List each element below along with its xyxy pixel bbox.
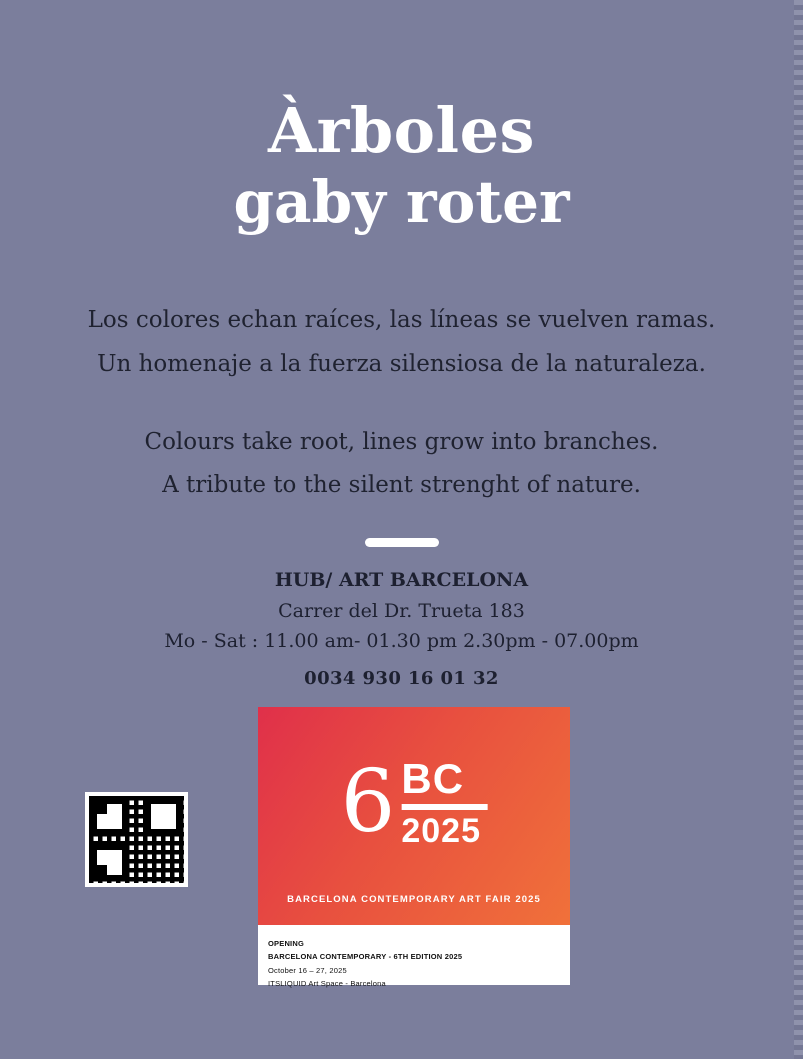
flyer-rule — [401, 804, 487, 810]
qr-code-pattern — [89, 796, 184, 883]
flyer-year: 2025 — [401, 812, 481, 851]
qr-finder-bottom-left — [92, 865, 107, 880]
flyer-logo-stack — [401, 755, 487, 851]
statement-spacer — [88, 387, 716, 421]
media-row — [0, 707, 803, 1027]
flyer-info-title: BARCELONA CONTEMPORARY - 6TH EDITION 2025 — [268, 952, 463, 962]
venue-phone: 0034 930 16 01 32 — [304, 668, 499, 690]
statement-english-line-1: Colours take root, lines grow into branches. — [144, 428, 659, 455]
flyer-info-venue: ITSLIQUID Art Space - Barcelona — [268, 978, 386, 988]
title-artist-name: gaby roter — [233, 168, 570, 237]
venue-name: HUB/ ART BARCELONA — [274, 569, 529, 592]
flyer-info-dates: October 16 – 27, 2025 — [268, 965, 347, 975]
qr-code-icon[interactable] — [85, 792, 188, 887]
venue-hours: Mo - Sat : 11.00 am- 01.30 pm 2.30pm - 07.00pm — [164, 629, 639, 652]
artist-statement — [88, 299, 716, 508]
flyer-info-opening: OPENING — [268, 939, 304, 949]
statement-english-line-2: A tribute to the silent strenght of nature. — [162, 472, 641, 499]
flyer-fair-line: BARCELONA CONTEMPORARY ART FAIR 2025 — [287, 894, 541, 906]
qr-finder-top-right — [166, 799, 181, 814]
poster-title — [233, 94, 570, 241]
fair-flyer — [258, 707, 570, 988]
qr-finder-top-left — [92, 799, 107, 814]
statement-spanish-line-2: Un homenaje a la fuerza silensiosa de la naturaleza. — [97, 351, 706, 378]
flyer-logo — [340, 752, 488, 853]
flyer-info-block — [258, 925, 570, 990]
flyer-initials: BC — [401, 755, 465, 803]
flyer-artwork — [258, 707, 570, 925]
statement-spanish-line-1: Los colores echan raíces, las líneas se vuelven ramas. — [87, 307, 716, 334]
venue-details — [164, 565, 638, 689]
title-artwork-name: Àrboles — [268, 94, 535, 167]
flyer-edition-number: 6 — [340, 752, 396, 853]
section-divider — [365, 538, 439, 547]
venue-address: Carrer del Dr. Trueta 183 — [278, 599, 525, 622]
